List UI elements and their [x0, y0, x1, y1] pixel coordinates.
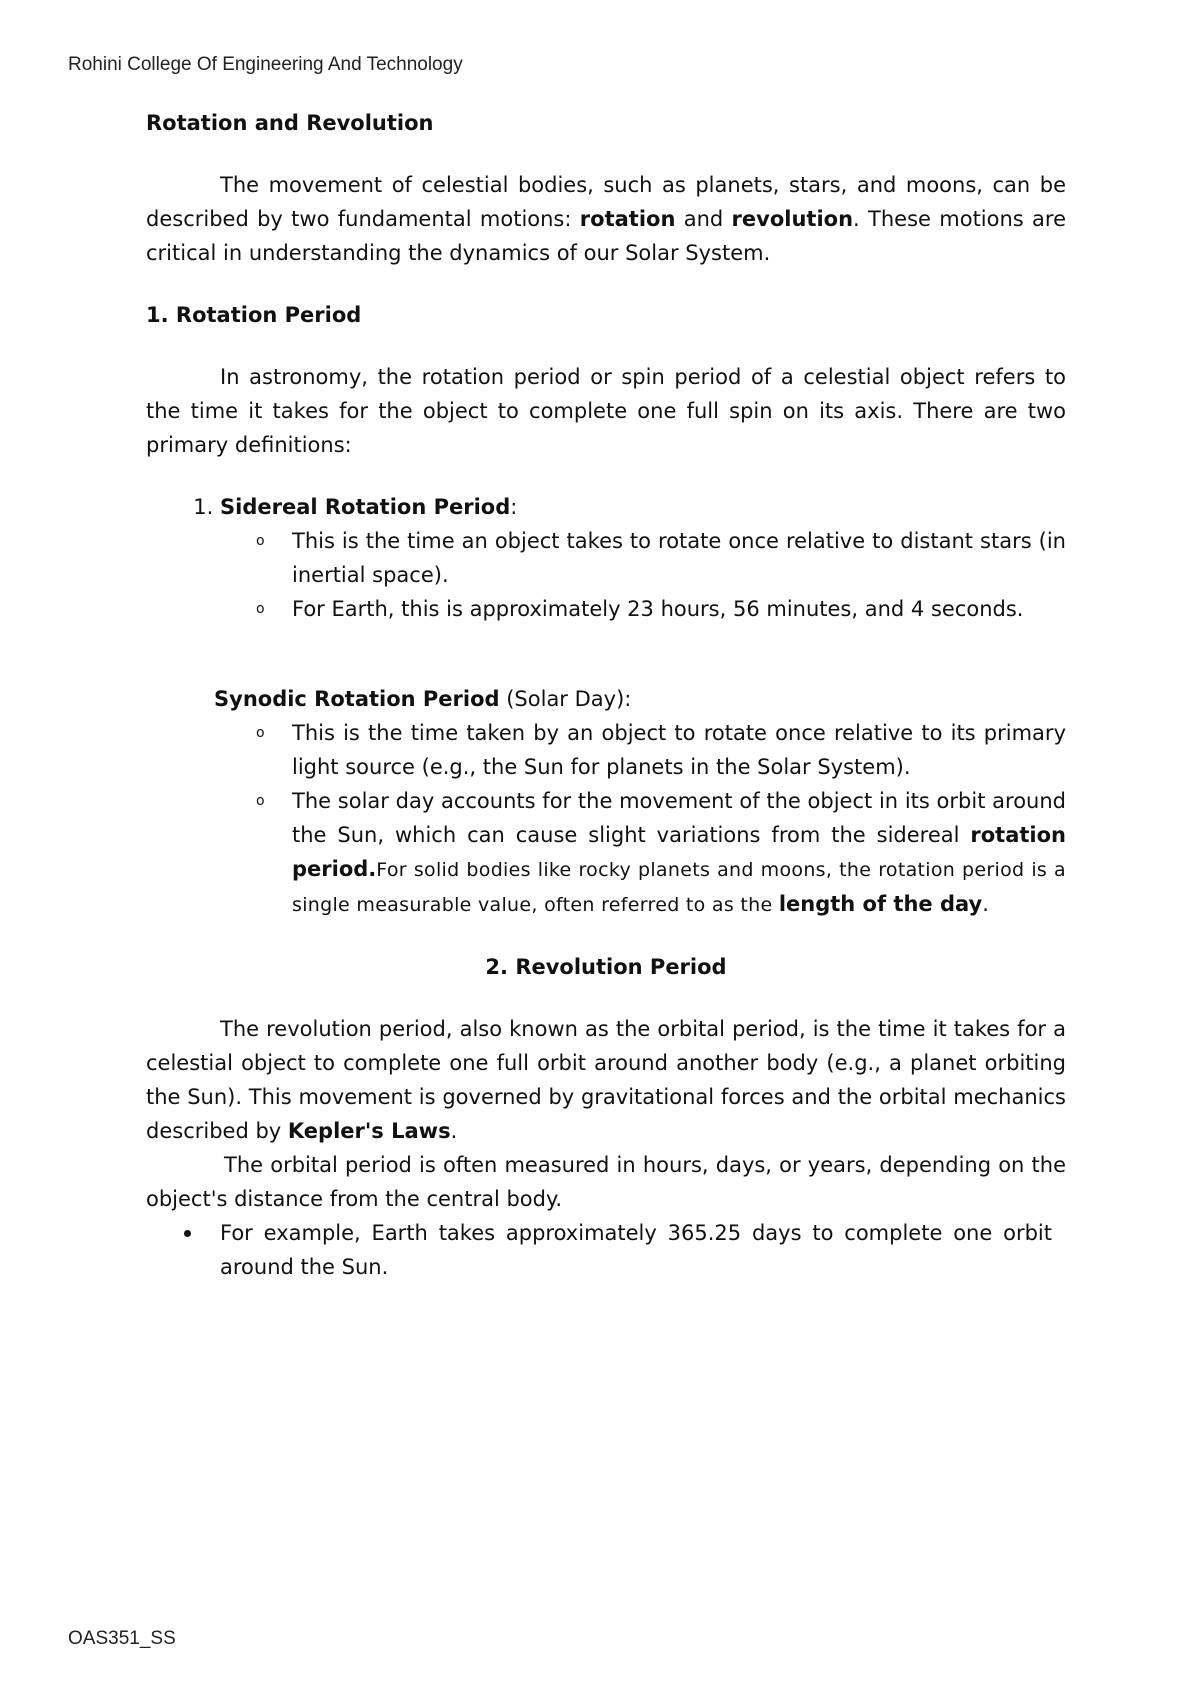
section1-heading: 1. Rotation Period: [146, 303, 362, 327]
list-item: [146, 524, 1066, 592]
synodic-bullet-2-bold: rotation period.: [292, 823, 1066, 881]
section2-para1-end: .: [450, 1119, 458, 1143]
circle-bullet-icon: o: [256, 793, 265, 809]
section1-paragraph: In astronomy, the rotation period or spin period of a celestial object refers to the time it takes for the object to complete one full spin on its axis. There are two primary definitions:: [146, 365, 1066, 457]
synodic-label: Synodic Rotation Period: [214, 687, 500, 711]
synodic-bullet-1: This is the time taken by an object to rotate once relative to its primary light source (e.g., the Sun for planets in the Solar System).: [292, 721, 1066, 779]
section2-heading: 2. Revolution Period: [485, 955, 727, 979]
circle-bullet-icon: o: [256, 601, 265, 617]
intro-bold-revolution: revolution: [731, 207, 854, 231]
list-item: [146, 592, 1066, 626]
intro-bold-rotation: rotation: [579, 207, 676, 231]
list-item: [146, 1216, 1066, 1284]
intro-text-2: and: [675, 207, 732, 231]
keplers-laws: Kepler's Laws: [287, 1119, 451, 1143]
synodic-suffix: (Solar Day):: [499, 687, 632, 711]
definitions-list: [146, 490, 1066, 626]
list-item: [146, 716, 1066, 784]
sidereal-bullets: [220, 524, 1066, 626]
section2-para1-text: The revolution period, also known as the orbital period, is the time it takes for a celestial object to complete one full orbit around another body (e.g., a planet orbiting the Sun). This movement is governed by gravitational forces and the orbital mechanics described by: [146, 1017, 1066, 1143]
synodic-bullet-2-bold2: length of the day: [778, 892, 983, 916]
section2-bullet: For example, Earth takes approximately 365.25 days to complete one orbit around the Sun.: [220, 1221, 1052, 1279]
document-title: Rotation and Revolution: [146, 111, 434, 135]
dot-bullet-icon: [184, 1230, 191, 1237]
list-item: [146, 784, 1066, 922]
synodic-heading: [146, 682, 1066, 716]
sidereal-item: [220, 490, 1066, 626]
circle-bullet-icon: o: [256, 725, 265, 741]
sidereal-label: Sidereal Rotation Period: [220, 495, 511, 519]
synodic-bullet-2-small: For solid bodies like rocky planets and moons, the rotation period is a single measurable value, often referred to as the: [292, 859, 1066, 916]
page-header: Rohini College Of Engineering And Technology: [68, 54, 463, 75]
sidereal-bullet-2: For Earth, this is approximately 23 hours, 56 minutes, and 4 seconds.: [292, 597, 1024, 621]
synodic-bullets: [220, 716, 1066, 922]
sidereal-bullet-1: This is the time an object takes to rotate once relative to distant stars (in inertial space).: [292, 529, 1066, 587]
synodic-bullet-2-end: .: [982, 892, 989, 916]
section2-bullets: [146, 1216, 1066, 1284]
sidereal-suffix: :: [510, 495, 518, 519]
synodic-bullet-2-text: The solar day accounts for the movement of the object in its orbit around the Sun, which can cause slight variations from the sidereal: [292, 789, 1066, 847]
section2-paragraph-2: The orbital period is often measured in hours, days, or years, depending on the object's distance from the central body.: [146, 1153, 1066, 1211]
intro-paragraph: [146, 168, 1066, 270]
circle-bullet-icon: o: [256, 533, 265, 549]
section2-paragraph-1: [146, 1012, 1066, 1148]
document-body: [146, 106, 1066, 1284]
intro-text-3: . These motions are critical in understanding the dynamics of our Solar System.: [146, 207, 1067, 265]
page-footer: OAS351_SS: [68, 1628, 176, 1649]
intro-text-1: The movement of celestial bodies, such as planets, stars, and moons, can be described by two fundamental motions:: [146, 173, 1066, 231]
